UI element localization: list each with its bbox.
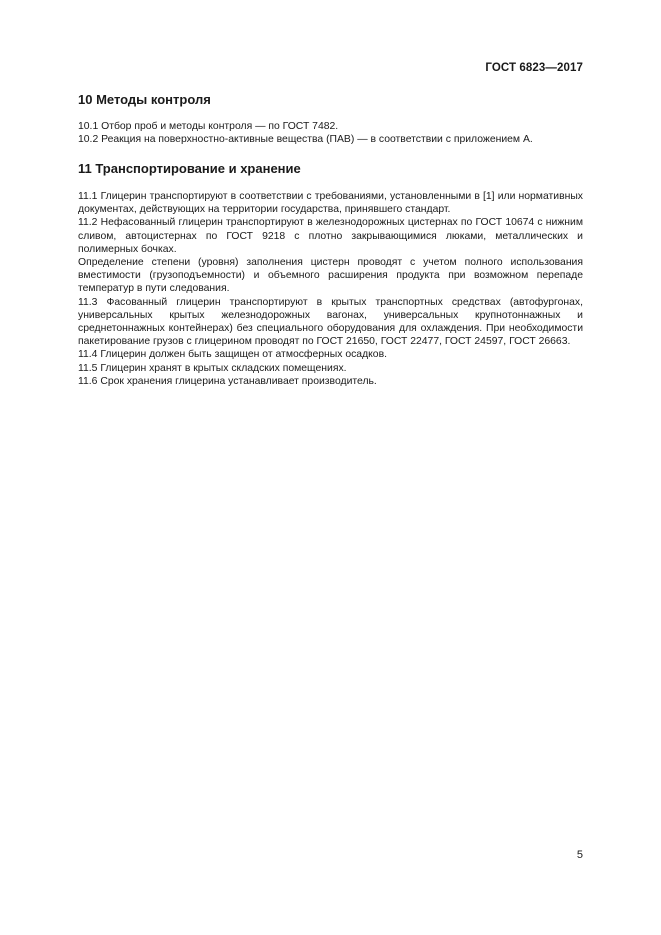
clause-11-2-filling: Определение степени (уровня) заполнения цистерн проводят с учетом полного использования вместимости (грузоподъемности) и объемного расширения продукта при возможном перепаде температур в пути следования.: [78, 257, 583, 295]
section-11-title: 11 Транспортирование и хранение: [78, 161, 301, 176]
section-11: [78, 161, 583, 388]
clause-11-4: 11.4 Глицерин должен быть защищен от атмосферных осадков.: [78, 349, 387, 361]
clause-10-1: 10.1 Отбор проб и методы контроля — по ГОСТ 7482.: [78, 121, 339, 132]
clause-11-3: 11.3 Фасованный глицерин транспортируют в крытых транспортных средствах (автофургонах, универсальных крытых железнодорожных вагонах, универсальных крупнотоннажных и среднетоннажных контейнерах) без специального оборудования для охлаждения. При необходимости пакетирование грузов с глицерином проводят по ГОСТ 21650, ГОСТ 22477, ГОСТ 24597, ГОСТ 26663.: [78, 296, 583, 348]
clause-11-1: 11.1 Глицерин транспортируют в соответствии с требованиями, установленными в [1] или нормативных документах, действующих на территории государства, принявшего стандарт.: [78, 191, 583, 216]
clause-11-5: 11.5 Глицерин хранят в крытых складских помещениях.: [78, 362, 347, 374]
section-10: [78, 92, 583, 146]
clause-11-2: 11.2 Нефасованный глицерин транспортируют в железнодорожных цистернах по ГОСТ 10674 с нижним сливом, автоцистернах по ГОСТ 9218 с плотно закрывающимися люками, металлических и полимерных бочках.: [78, 217, 583, 255]
section-10-title: 10 Методы контроля: [78, 92, 211, 107]
clause-10-2: 10.2 Реакция на поверхностно-активные вещества (ПАВ) — в соответствии с приложением А.: [78, 134, 533, 146]
clause-11-6: 11.6 Срок хранения глицерина устанавливает производитель.: [78, 375, 377, 387]
document-code-header: ГОСТ 6823—2017: [485, 62, 583, 74]
page-number: 5: [576, 849, 583, 861]
